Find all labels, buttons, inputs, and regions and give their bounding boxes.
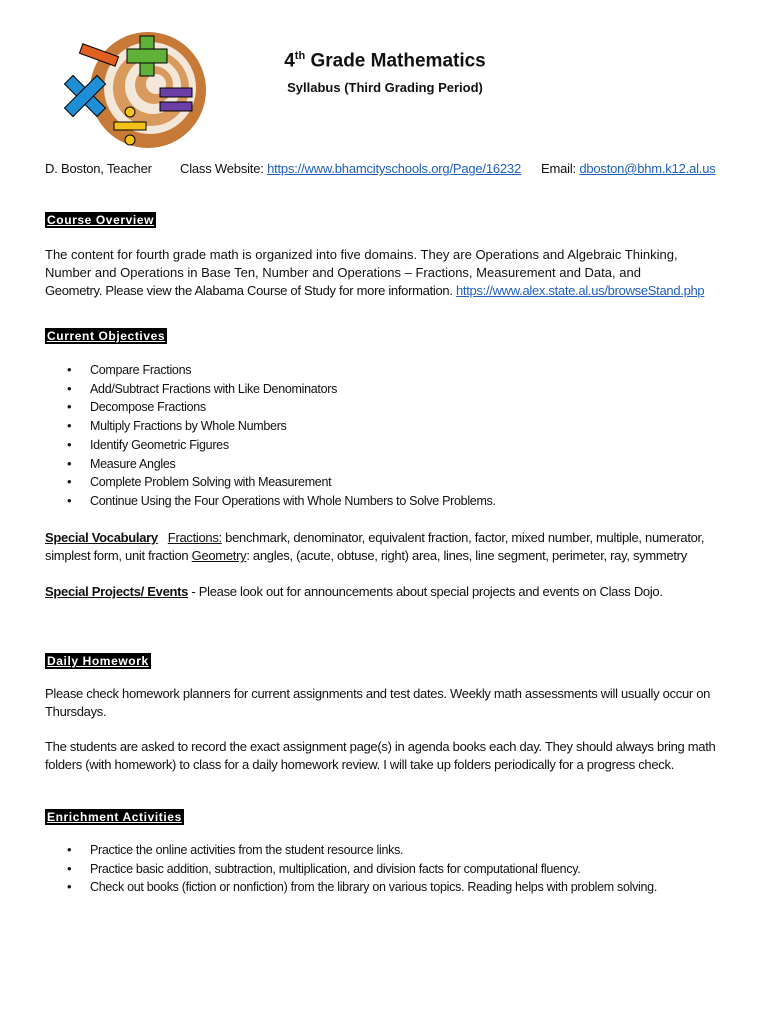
homework-line: folders (with homework) to class for a daily homework review. I will take up folders periodically for a progress check. bbox=[45, 757, 675, 772]
enrichment-list bbox=[45, 841, 657, 897]
fractions-label: Fractions: bbox=[167, 530, 222, 545]
overview-line: The content for fourth grade math is organized into five domains. They are Operations and Algebraic Thinking, bbox=[45, 247, 678, 262]
homework-line: The students are asked to record the exact assignment page(s) in agenda books each day. They should always bring math bbox=[45, 739, 716, 754]
list-item: • Add/Subtract Fractions with Like Denominators bbox=[45, 380, 496, 399]
email-label: Email: bbox=[541, 161, 580, 176]
projects-label: Special Projects/ Events bbox=[45, 584, 189, 599]
projects-text: - Please look out for announcements about special projects and events on Class Dojo. bbox=[188, 584, 663, 599]
alex-link[interactable]: https://www.alex.state.al.us/browseStand.php bbox=[455, 283, 705, 298]
page-title: 4th Grade Mathematics bbox=[284, 50, 486, 72]
homework-line: Please check homework planners for current assignments and test dates. Weekly math assessments will usually occur on bbox=[45, 686, 711, 701]
list-item: • Practice the online activities from the student resource links. bbox=[45, 841, 657, 860]
vocab-label: Special Vocabulary bbox=[45, 530, 158, 545]
special-vocabulary bbox=[45, 529, 725, 565]
list-item: • Multiply Fractions by Whole Numbers bbox=[45, 417, 496, 436]
list-item: • Decompose Fractions bbox=[45, 398, 496, 417]
daily-homework-heading: Daily Homework bbox=[47, 654, 149, 668]
overview-line: Number and Operations in Base Ten, Number and Operations – Fractions, Measurement and Data, and bbox=[45, 265, 641, 280]
homework-paragraph-1 bbox=[45, 685, 725, 721]
list-item: • Measure Angles bbox=[45, 455, 496, 474]
fractions-terms-cont: simplest form, unit fraction bbox=[45, 548, 192, 563]
course-overview-text bbox=[45, 246, 725, 300]
class-website bbox=[180, 161, 521, 176]
fractions-terms: benchmark, denominator, equivalent fraction, factor, mixed number, multiple, numerator, bbox=[221, 530, 705, 545]
list-item: • Check out books (fiction or nonfiction) from the library on various topics. Reading helps with problem solving. bbox=[45, 878, 657, 897]
email-info bbox=[541, 161, 716, 176]
vocab-line-1 bbox=[45, 529, 725, 547]
special-projects bbox=[45, 583, 725, 601]
math-symbols-logo bbox=[58, 30, 208, 155]
page-subtitle: Syllabus (Third Grading Period) bbox=[287, 80, 483, 96]
website-link[interactable]: https://www.bhamcityschools.org/Page/16232 bbox=[267, 161, 521, 176]
list-item: • Identify Geometric Figures bbox=[45, 436, 496, 455]
geometry-terms: : angles, (acute, obtuse, right) area, lines, line segment, perimeter, ray, symmetry bbox=[246, 548, 687, 563]
email-link[interactable]: dboston@bhm.k12.al.us bbox=[579, 161, 716, 176]
website-label: Class Website: bbox=[180, 161, 268, 176]
enrichment-heading: Enrichment Activities bbox=[47, 810, 182, 824]
objectives-list bbox=[45, 361, 496, 511]
homework-line: Thursdays. bbox=[45, 704, 107, 719]
list-item: • Complete Problem Solving with Measurement bbox=[45, 473, 496, 492]
current-objectives-heading: Current Objectives bbox=[47, 329, 166, 343]
geometry-label: Geometry bbox=[191, 548, 247, 563]
list-item: • Compare Fractions bbox=[45, 361, 496, 380]
overview-line: Geometry. Please view the Alabama Course of Study for more information. https://www.alex.state.al.us/browseStand.php bbox=[45, 283, 705, 298]
list-item: • Practice basic addition, subtraction, multiplication, and division facts for computational fluency. bbox=[45, 860, 657, 879]
title-block bbox=[230, 50, 540, 95]
list-item: • Continue Using the Four Operations with Whole Numbers to Solve Problems. bbox=[45, 492, 496, 511]
vocab-line-2 bbox=[45, 547, 725, 565]
teacher-name: D. Boston, Teacher bbox=[45, 161, 152, 176]
homework-paragraph-2 bbox=[45, 738, 725, 774]
course-overview-heading: Course Overview bbox=[47, 213, 155, 227]
